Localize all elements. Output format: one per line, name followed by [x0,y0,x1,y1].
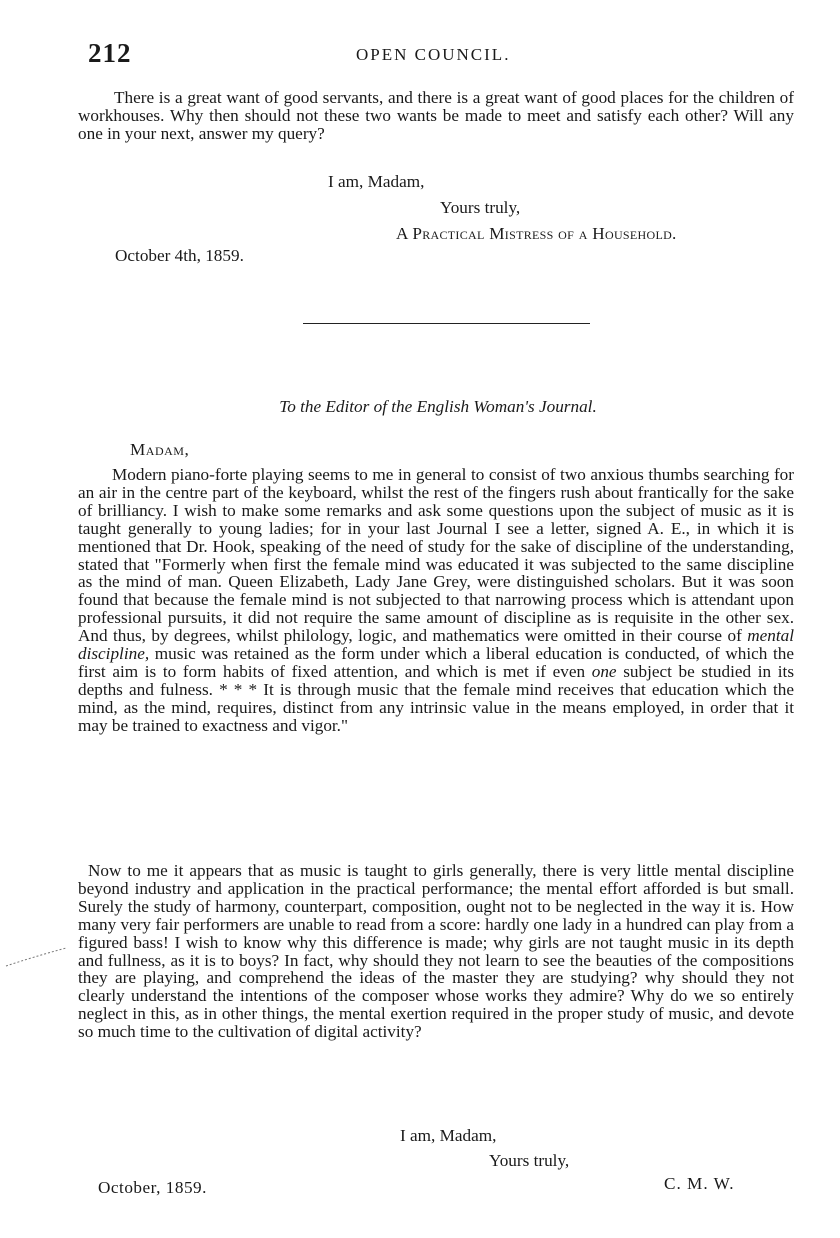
letter1-closing: I am, Madam, [328,172,425,191]
heading-prefix: To the Editor of the [279,397,417,416]
letter1-signature: A Practical Mistress of a Household. [396,224,677,243]
letter2-heading [0,397,840,417]
section-divider [303,323,590,324]
page-number: 212 [88,38,132,68]
letter2-signature: C. M. W. [664,1174,735,1193]
para1-italic-b: one [591,661,617,681]
para1-text-b: music was retained as the form under which a liberal education is conducted, of which the first aim is to form habits of fixed attention, and which is met if even [78,644,794,681]
para1-text-c: subject be studied in its depths and fulness. * * * It is through music that the female mind receives that education which the mind, as the mind, requires, distinct from any intrinsic value in the means employed, in order that it may be trained to exactness and vigor." [78,661,795,735]
letter1-date: October 4th, 1859. [115,246,244,265]
letter1-valediction: Yours truly, [440,198,521,217]
para1-text-a: Modern piano-forte playing seems to me in general to consist of two anxious thumbs searching for an air in the centre part of the keyboard, whilst the rest of the fingers rush about frantically for the sake of brilliancy. I wish to make some remarks and ask some questions upon the subject of music as it is taught generally to young ladies; for in your last Journal I see a letter, signed A. E., in which it is mentioned that Dr. Hook, speaking of the need of study for the sake of discipline of the understanding, stated that "Formerly when first the female mind was educated it was subjected to the same discipline as the mind of man. Queen Elizabeth, Lady Jane Grey, were distinguished scholars. But it was soon found that because the female mind is not subjected to that narrowing process which is attendant upon professional pursuits, it did not require the same amount of discipline as is requisite in the other sex. And thus, by degrees, whilst philology, logic, and mathematics were omitted in their course of [78,465,794,646]
heading-journal: English Woman's Journal. [416,397,597,416]
letter2-salutation: Madam, [130,440,190,459]
letter2-date: October, 1859. [98,1178,207,1197]
letter2-paragraph-2: Now to me it appears that as music is taught to girls generally, there is very little mental discipline beyond industry and application in the practical performance; the mental effort afforded is but small. Surely the study of harmony, counterpart, composition, ought not to be neglected in the way it is. How many very fair performers are unable to read from a score: hardly one lady in a hundred can play from a figured bass! I wish to know why this difference is made; why girls are not taught music in its depth and fullness, as it is to boys? In fact, why should they not learn to see the beauties of the compositions they are playing, and comprehend the ideas of the master they are studying? why should they not clearly understand the intentions of the composer whose works they admire? Why do we so entirely neglect in this, as in other things, the mental exertion required in the proper study of music, and devote so much time to the cultivation of digital activity? [78,861,794,1042]
letter2-closing: I am, Madam, [400,1126,497,1145]
running-head: OPEN COUNCIL. [356,45,511,64]
letter2-valediction: Yours truly, [489,1151,570,1170]
letter1-paragraph: There is a great want of good servants, and there is a great want of good places for the children of workhouses. Why then should not these two wants be made to meet and satisfy each other? Will any one in your next, answer my query? [78,88,794,143]
para1-italic-a: mental discipline, [78,626,794,664]
margin-pencil-mark [4,946,68,968]
letter2-paragraph-1 [78,466,794,735]
